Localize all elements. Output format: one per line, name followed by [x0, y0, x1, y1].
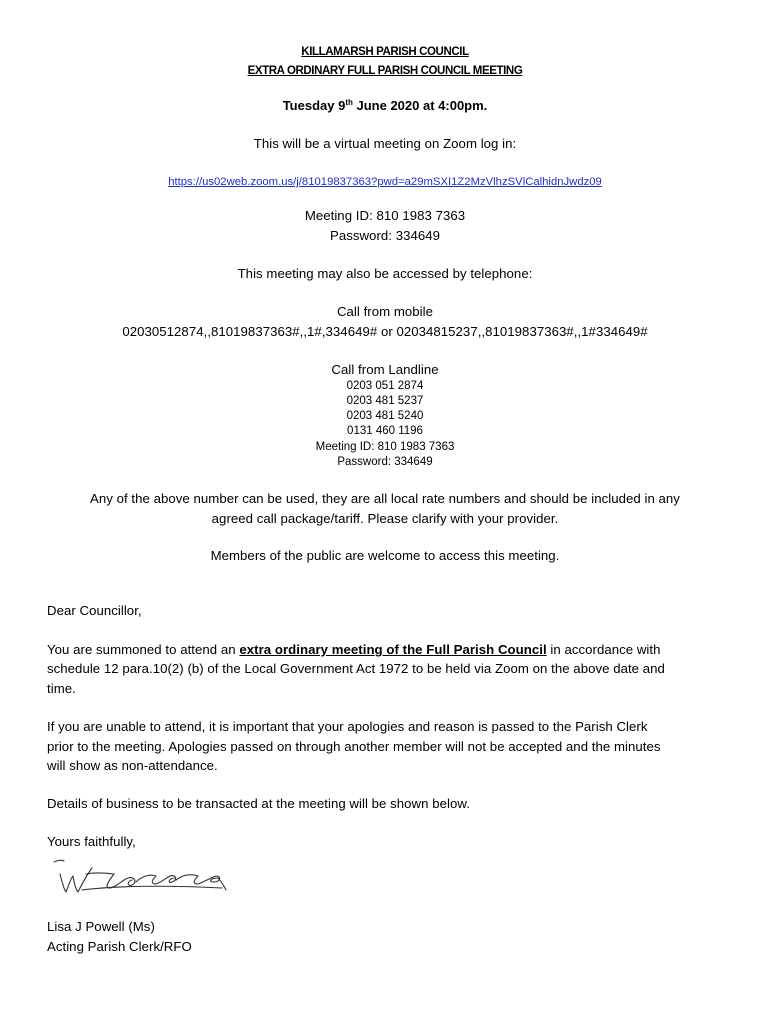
meeting-type-heading: EXTRA ORDINARY FULL PARISH COUNCIL MEETING — [247, 65, 523, 77]
summons-pre: You are summoned to attend an — [47, 642, 240, 657]
meeting-date — [0, 98, 770, 113]
salutation: Dear Councillor, — [47, 603, 142, 618]
date-suffix: June 2020 at 4:00pm. — [352, 98, 488, 113]
business-note: Details of business to be transacted at the meeting will be shown below. — [47, 796, 470, 811]
apologies-line1: If you are unable to attend, it is important that your apologies and reason is passed to the Parish Clerk — [47, 719, 648, 734]
date-ordinal: th — [345, 98, 353, 107]
summons-line1 — [47, 640, 727, 660]
rate-note-line1: Any of the above number can be used, they are all local rate numbers and should be included in any — [90, 491, 680, 506]
zoom-link[interactable]: https://us02web.zoom.us/j/81019837363?pwd=a29mSXI1Z2MzVlhzSVlCalhidnJwdz09 — [168, 176, 602, 188]
zoom-password: Password: 334649 — [329, 228, 441, 243]
landline-number: 0203 481 5237 — [346, 395, 424, 407]
landline-number: 0131 460 1196 — [347, 425, 423, 437]
landline-heading: Call from Landline — [331, 362, 439, 377]
landline-password: Password: 334649 — [337, 456, 433, 468]
public-note: Members of the public are welcome to access this meeting. — [210, 548, 560, 563]
handwritten-signature — [52, 852, 232, 902]
summons-line3: time. — [47, 681, 76, 696]
summons-line2: schedule 12 para.10(2) (b) of the Local Government Act 1972 to be held via Zoom on the above date and — [47, 661, 665, 676]
landline-meeting-id: Meeting ID: 810 1983 7363 — [315, 441, 455, 453]
signatory-name: Lisa J Powell (Ms) — [47, 919, 155, 934]
apologies-line2: prior to the meeting. Apologies passed on through another member will not be accepted and the minutes — [47, 739, 661, 754]
telephone-intro: This meeting may also be accessed by telephone: — [237, 266, 533, 281]
mobile-numbers: 02030512874,,81019837363#,,1#,334649# or 02034815237,,81019837363#,,1#334649# — [122, 324, 648, 339]
council-name-heading: KILLAMARSH PARISH COUNCIL — [301, 46, 469, 58]
landline-number: 0203 481 5240 — [346, 410, 424, 422]
summons-post: in accordance with — [546, 642, 661, 657]
closing: Yours faithfully, — [47, 834, 136, 849]
rate-note-line2: agreed call package/tariff. Please clarify with your provider. — [211, 511, 559, 526]
zoom-meeting-id: Meeting ID: 810 1983 7363 — [304, 208, 466, 223]
mobile-heading: Call from mobile — [336, 304, 434, 319]
zoom-link-line — [0, 172, 770, 190]
summons-emphasis: extra ordinary meeting of the Full Parish Council — [239, 642, 547, 657]
apologies-line3: will show as non-attendance. — [47, 758, 218, 773]
landline-number: 0203 051 2874 — [346, 380, 424, 392]
date-prefix: Tuesday 9 — [282, 98, 346, 113]
signatory-title: Acting Parish Clerk/RFO — [47, 939, 192, 954]
zoom-intro: This will be a virtual meeting on Zoom log in: — [253, 136, 517, 151]
